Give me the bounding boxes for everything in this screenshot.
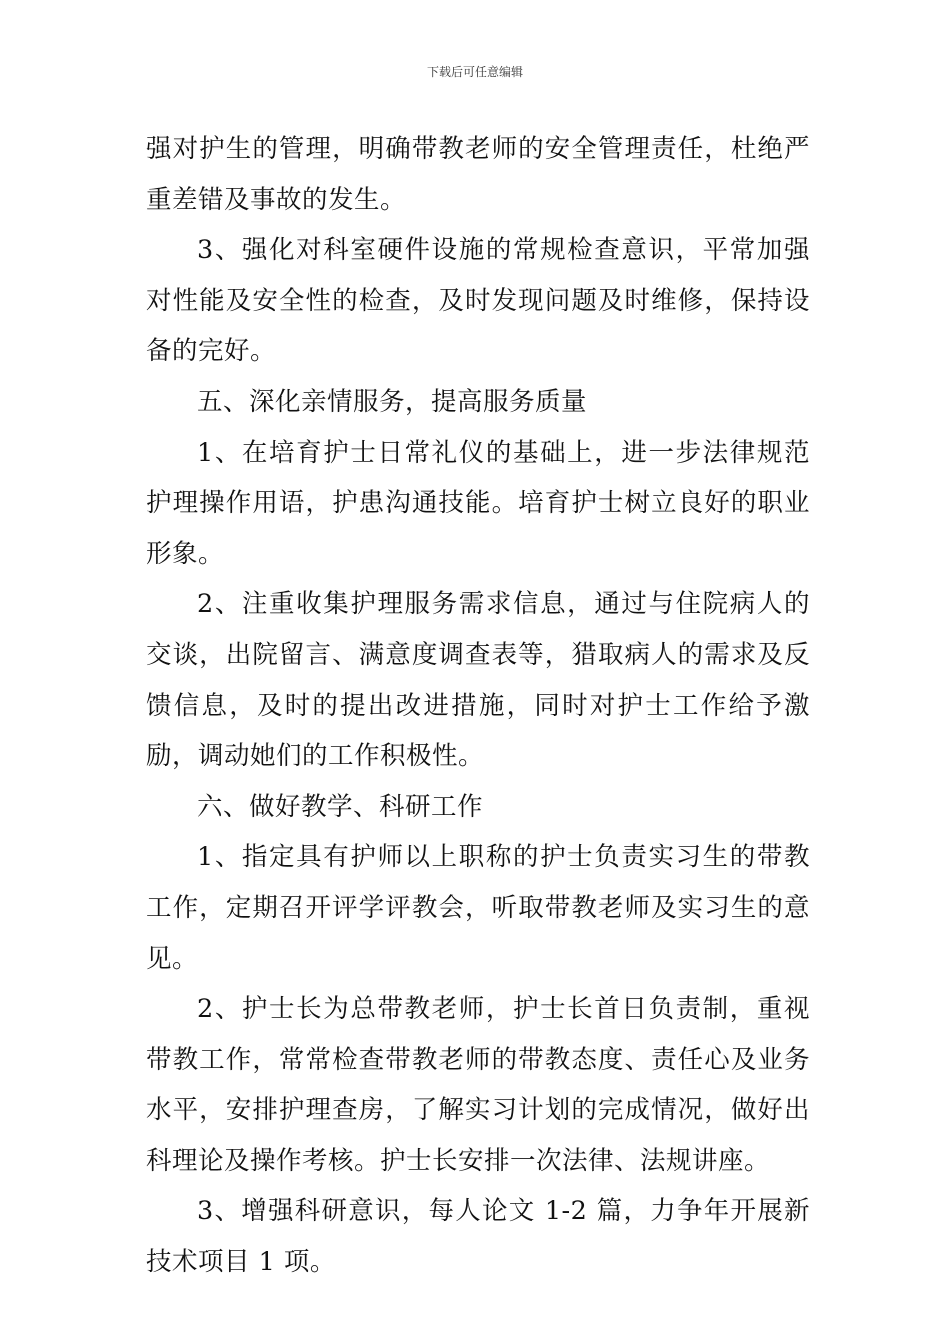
paragraph-continuation: 强对护生的管理，明确带教老师的安全管理责任，杜绝严重差错及事故的发生。 xyxy=(146,134,810,215)
section-heading-five: 五、深化亲情服务，提高服务质量 xyxy=(197,386,588,417)
paragraph-item-1-teaching: 1、指定具有护师以上职称的护士负责实习生的带教工作，定期召开评学评教会，听取带教老师及实习生的意见。 xyxy=(146,842,810,974)
paragraph-item-3-equipment: 3、强化对科室硬件设施的常规检查意识，平常加强对性能及安全性的检查，及时发现问题及时维修，保持设备的完好。 xyxy=(146,235,810,367)
paragraph-item-1-etiquette: 1、在培育护士日常礼仪的基础上，进一步法律规范护理操作用语，护患沟通技能。培育护士树立良好的职业形象。 xyxy=(146,437,810,569)
page-header: 下载后可任意编辑 xyxy=(426,65,523,79)
paragraph-item-2-feedback: 2、注重收集护理服务需求信息，通过与住院病人的交谈，出院留言、满意度调查表等，猎取病人的需求及反馈信息，及时的提出改进措施，同时对护士工作给予激励，调动她们的工作积极性。 xyxy=(146,589,810,772)
paragraph-item-2-head-nurse: 2、护士长为总带教老师，护士长首日负责制，重视带教工作，常常检查带教老师的带教态度、责任心及业务水平，安排护理查房，了解实习计划的完成情况，做好出科理论及操作考核。护士长安排一次法律、法规讲座。 xyxy=(146,994,810,1176)
paragraph-item-3-research: 3、增强科研意识，每人论文 1-2 篇，力争年开展新技术项目 1 项。 xyxy=(146,1196,810,1278)
section-heading-six: 六、做好教学、科研工作 xyxy=(197,791,484,822)
document-body xyxy=(146,124,810,1288)
